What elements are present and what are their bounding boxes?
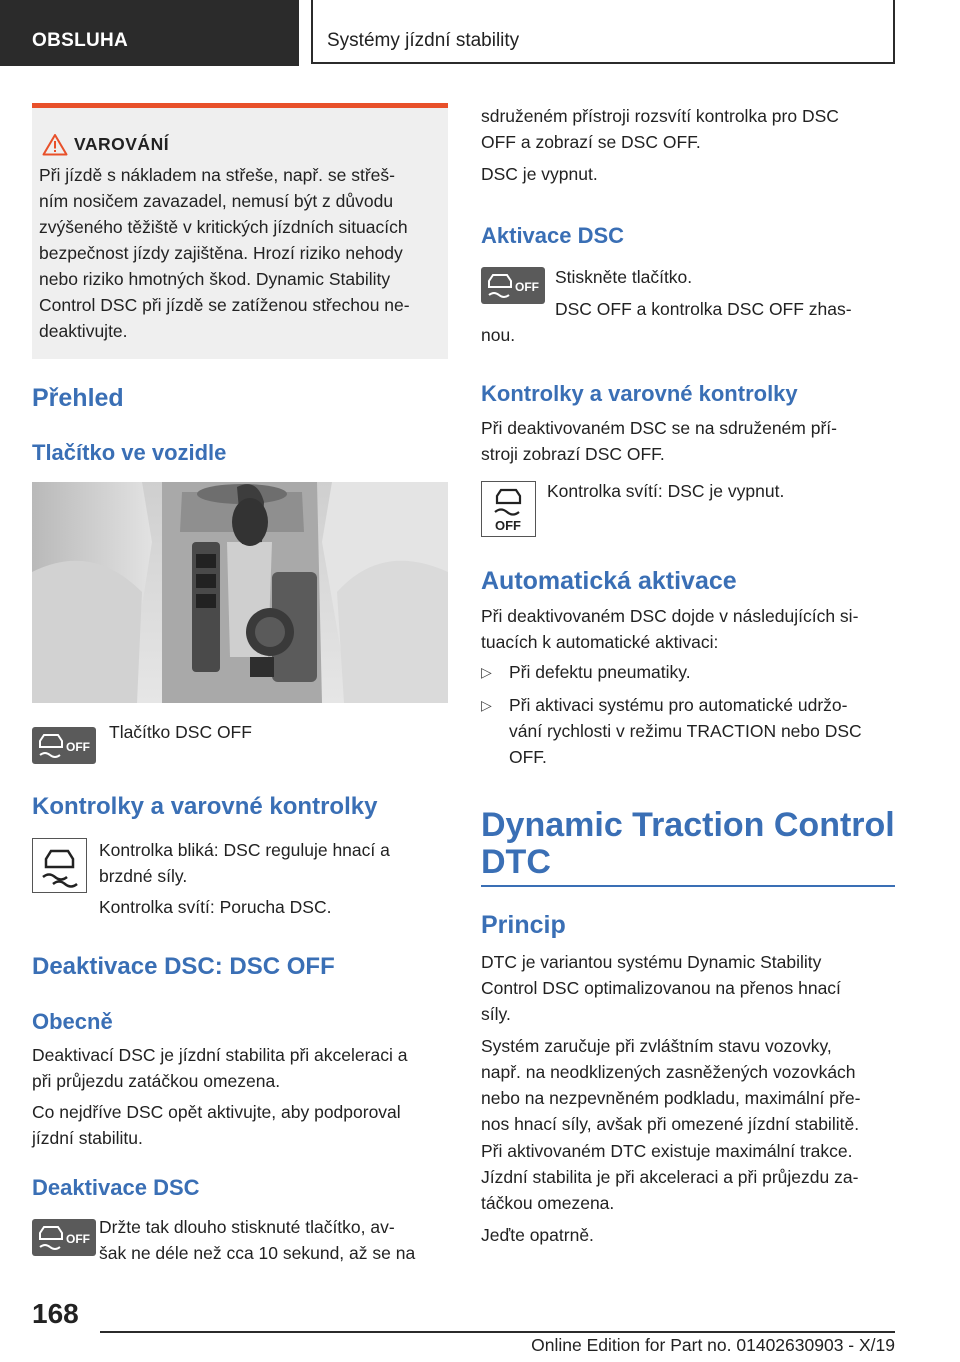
dsc-off-indicator-icon (481, 481, 536, 537)
text-line: OFF a zobrazí se DSC OFF. (481, 132, 701, 152)
heading-prehled: Přehled (32, 384, 124, 412)
text-line: DTC je variantou systému Dynamic Stability (481, 952, 822, 972)
heading-obecne: Obecně (32, 1009, 113, 1034)
text-line: Při deaktivovaném DSC dojde v následujících si- (481, 606, 859, 626)
heading-deaktivace: Deaktivace DSC: DSC OFF (32, 953, 335, 980)
text-line: např. na neodklizených zasněžených vozovkách (481, 1062, 856, 1082)
text-line: nos hnací síly, avšak při omezené jízdní stabilitě. (481, 1114, 860, 1134)
dsc-off-icon (481, 267, 545, 304)
heading-tlacitko: Tlačítko ve vozidle (32, 440, 227, 465)
obecne-paragraph-2 (32, 1099, 448, 1151)
dsc-vypnut-text: DSC je vypnut. (481, 164, 598, 184)
text-line: jízdní stabilitu. (32, 1128, 143, 1148)
dsc-skid-icon (32, 838, 87, 893)
bullet-item-1: Při defektu pneumatiky. (509, 662, 691, 682)
princip-paragraph-4: Jeďte opatrně. (481, 1225, 594, 1245)
warning-text (39, 162, 443, 344)
text-line: Držte tak dlouho stisknuté tlačítko, av- (99, 1217, 395, 1237)
header-section-tab (0, 0, 299, 66)
text-line: sdruženém přístroji rozsvítí kontrolka pro DSC (481, 106, 839, 126)
dtc-underline (481, 885, 895, 887)
text-line: Při aktivaci systému pro automatické udržo- (509, 695, 848, 715)
warning-line: bezpečnost jízdy zajištěna. Hrozí riziko nehody (39, 243, 403, 263)
button-caption: Tlačítko DSC OFF (109, 722, 252, 742)
text-line: Systém zaručuje při zvláštním stavu vozovky, (481, 1036, 832, 1056)
bullet-item-2 (509, 692, 899, 770)
heading-aktivace: Aktivace DSC (481, 223, 625, 248)
text-line: táčkou omezena. (481, 1193, 615, 1213)
heading-dtc-line: Dynamic Traction Control (481, 806, 895, 844)
deaktivace-text (99, 1214, 449, 1266)
kontrolka-off-text: Kontrolka svítí: DSC je vypnut. (547, 481, 785, 501)
header-chapter-label: Systémy jízdní stability (327, 30, 520, 51)
footer-rule (100, 1331, 895, 1333)
triangle-bullet-icon: ▷ (481, 697, 492, 713)
footer-edition: Online Edition for Part no. 01402630903 - X/19 (531, 1335, 895, 1355)
heading-kontrolky-right: Kontrolky a varovné kontrolky (481, 381, 798, 406)
warning-line: nebo riziko hmotných škod. Dynamic Stability (39, 269, 391, 289)
aktivace-step-2a: DSC OFF a kontrolka DSC OFF zhas- (555, 299, 852, 319)
warning-line: Control DSC při jízdě se zatíženou střechou ne- (39, 295, 410, 315)
kontrolky-text (99, 837, 444, 889)
aktivace-step-1: Stiskněte tlačítko. (555, 267, 693, 287)
svg-text:OFF: OFF (66, 1232, 90, 1246)
text-line: stroji zobrazí DSC OFF. (481, 444, 665, 464)
warning-title: VAROVÁNÍ (74, 134, 170, 154)
heading-auto-aktivace: Automatická aktivace (481, 567, 737, 595)
continuation-text (481, 103, 896, 155)
heading-princip: Princip (481, 911, 566, 939)
warning-triangle-icon (42, 133, 68, 156)
text-line: vání rychlosti v režimu TRACTION nebo DSC (509, 721, 862, 741)
warning-line: zvýšeného těžiště v kritických jízdních situacích (39, 217, 408, 237)
warning-line: Při jízdě s nákladem na střeše, např. se střeš- (39, 165, 395, 185)
heading-dtc (481, 807, 895, 881)
heading-dtc-line: DTC (481, 843, 551, 881)
princip-paragraph-1 (481, 949, 896, 1027)
header-section-label: OBSLUHA (32, 30, 129, 51)
svg-text:OFF: OFF (66, 740, 90, 754)
text-line: šak ne déle než cca 10 sekund, až se na (99, 1243, 416, 1263)
triangle-bullet-icon: ▷ (481, 664, 492, 680)
svg-text:OFF: OFF (495, 518, 521, 533)
warning-line: ním nosičem zavazadel, nemusí být z důvodu (39, 191, 394, 211)
warning-box (32, 103, 448, 359)
aktivace-step-2b: nou. (481, 325, 516, 345)
text-line: nebo na nezpevněném podkladu, maximální pře- (481, 1088, 861, 1108)
text-line: Co nejdříve DSC opět aktivujte, aby podporoval (32, 1102, 401, 1122)
auto-text (481, 603, 896, 655)
text-line: Při aktivovaném DTC existuje maximální trakce. (481, 1141, 853, 1161)
text-line: brzdné síly. (99, 866, 188, 886)
text-line: Při deaktivovaném DSC se na sdruženém pří- (481, 418, 837, 438)
text-line: Jízdní stabilita je při akceleraci a při průjezdu za- (481, 1167, 859, 1187)
text-line: při průjezdu zatáčkou omezena. (32, 1071, 281, 1091)
page-number: 168 (32, 1298, 79, 1329)
svg-text:OFF: OFF (515, 280, 539, 294)
dsc-off-icon (32, 1219, 96, 1256)
dsc-off-icon (32, 727, 96, 764)
text-line: síly. (481, 1004, 511, 1024)
text-line: Control DSC optimalizovanou na přenos hnací (481, 978, 841, 998)
text-line: tuacích k automatické aktivaci: (481, 632, 719, 652)
kontrolky-porucha: Kontrolka svítí: Porucha DSC. (99, 897, 332, 917)
kontrolky-right-text (481, 415, 896, 467)
text-line: Kontrolka bliká: DSC reguluje hnací a (99, 840, 390, 860)
heading-deaktivace-dsc: Deaktivace DSC (32, 1175, 200, 1200)
text-line: OFF. (509, 747, 547, 767)
console-photo (32, 482, 448, 703)
princip-paragraph-2 (481, 1033, 896, 1137)
heading-kontrolky-left: Kontrolky a varovné kontrolky (32, 793, 378, 820)
warning-line: deaktivujte. (39, 321, 128, 341)
header-chapter-tab (311, 0, 895, 64)
text-line: Deaktivací DSC je jízdní stabilita při akceleraci a (32, 1045, 408, 1065)
princip-paragraph-3 (481, 1138, 896, 1216)
obecne-paragraph-1 (32, 1042, 448, 1094)
